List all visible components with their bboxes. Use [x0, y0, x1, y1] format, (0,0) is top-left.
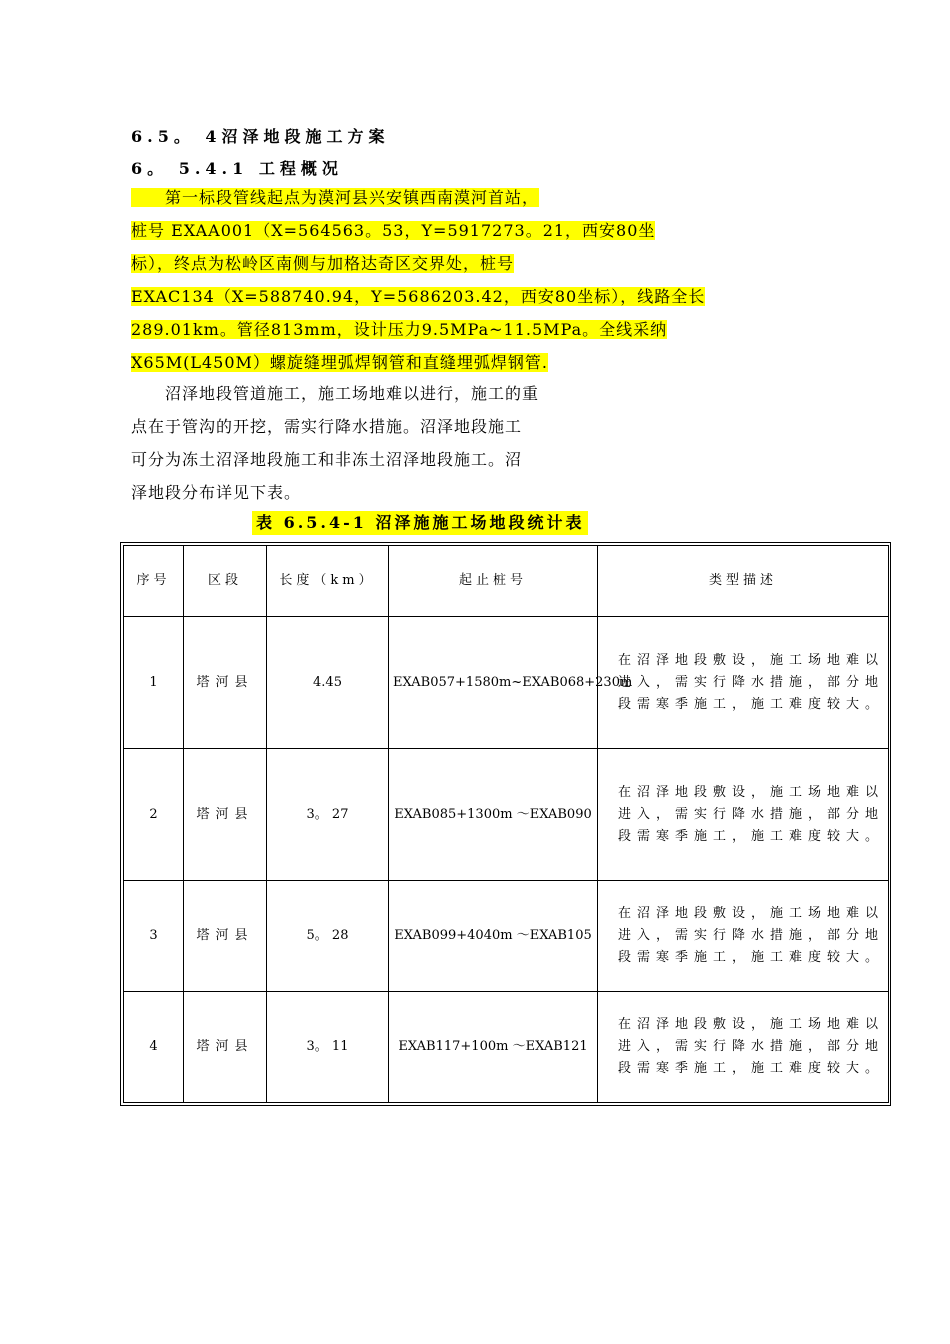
- cell-section: 塔河县: [184, 881, 267, 992]
- cell-length: 3。 27: [267, 749, 389, 881]
- cell-section: 塔河县: [184, 749, 267, 881]
- cell-desc: 在沼泽地段敷设，施工场地难以进入，需实行降水措施，部分地段需寒季施工，施工难度较大。: [598, 881, 889, 992]
- cell-stake: EXAB099+4040m ～EXAB105: [389, 881, 598, 992]
- cell-stake: EXAB057+1580m~EXAB068+230m: [389, 617, 598, 749]
- cell-no: 2: [124, 749, 184, 881]
- table-caption: 表 6.5.4-1 沼泽施施工场地段统计表: [252, 511, 588, 535]
- header-desc: 类型描述: [598, 546, 889, 617]
- paragraph-line: 沼泽地段管道施工，施工场地难以进行，施工的重: [131, 384, 540, 403]
- header-section: 区段: [184, 546, 267, 617]
- cell-length: 5。 28: [267, 881, 389, 992]
- header-length: 长度（km）: [267, 546, 389, 617]
- section-heading: 6.5。 4沼泽地段施工方案: [131, 127, 390, 146]
- cell-no: 1: [124, 617, 184, 749]
- paragraph-line: X65M(L450M）螺旋缝埋弧焊钢管和直缝埋弧焊钢管.: [131, 353, 549, 372]
- cell-length: 4.45: [267, 617, 389, 749]
- cell-stake: EXAB085+1300m ～EXAB090: [389, 749, 598, 881]
- table-row: [124, 992, 889, 1103]
- header-no: 序号: [124, 546, 184, 617]
- table-row: [124, 617, 889, 749]
- swamp-paragraph: [131, 377, 831, 509]
- cell-section: 塔河县: [184, 992, 267, 1103]
- paragraph-line: 标），终点为松岭区南侧与加格达奇区交界处，桩号: [131, 254, 515, 273]
- cell-length: 3。 11: [267, 992, 389, 1103]
- paragraph-line: 桩号 EXAA001（X=564563。53，Y=5917273。21，西安80坐: [131, 221, 656, 240]
- cell-desc: 在沼泽地段敷设，施工场地难以进入，需实行降水措施，部分地段需寒季施工，施工难度较大。: [598, 749, 889, 881]
- cell-section: 塔河县: [184, 617, 267, 749]
- cell-no: 4: [124, 992, 184, 1103]
- cell-desc: 在沼泽地段敷设，施工场地难以进入，需实行降水措施，部分地段需寒季施工，施工难度较大。: [598, 617, 889, 749]
- paragraph-line: EXAC134（X=588740.94，Y=5686203.42，西安80坐标），线路全长: [131, 287, 706, 306]
- subsection-heading: 6。 5.4.1 工程概况: [131, 159, 343, 178]
- header-stake: 起止桩号: [389, 546, 598, 617]
- cell-desc: 在沼泽地段敷设，施工场地难以进入，需实行降水措施，部分地段需寒季施工，施工难度较大。: [598, 992, 889, 1103]
- table-row: [124, 749, 889, 881]
- swamp-section-table: [120, 542, 891, 1106]
- table-header-row: [124, 546, 889, 617]
- paragraph-line: 第一标段管线起点为漠河县兴安镇西南漠河首站，: [131, 188, 540, 207]
- paragraph-line: 289.01km。管径813mm，设计压力9.5MPa~11.5MPa。全线采纳: [131, 320, 668, 339]
- paragraph-line: 点在于管沟的开挖，需实行降水措施。沼泽地段施工: [131, 417, 523, 436]
- paragraph-line: 泽地段分布详见下表。: [131, 483, 302, 502]
- paragraph-line: 可分为冻土沼泽地段施工和非冻土沼泽地段施工。沼: [131, 450, 523, 469]
- table-row: [124, 881, 889, 992]
- overview-paragraph: [131, 181, 831, 379]
- cell-no: 3: [124, 881, 184, 992]
- cell-stake: EXAB117+100m ～EXAB121: [389, 992, 598, 1103]
